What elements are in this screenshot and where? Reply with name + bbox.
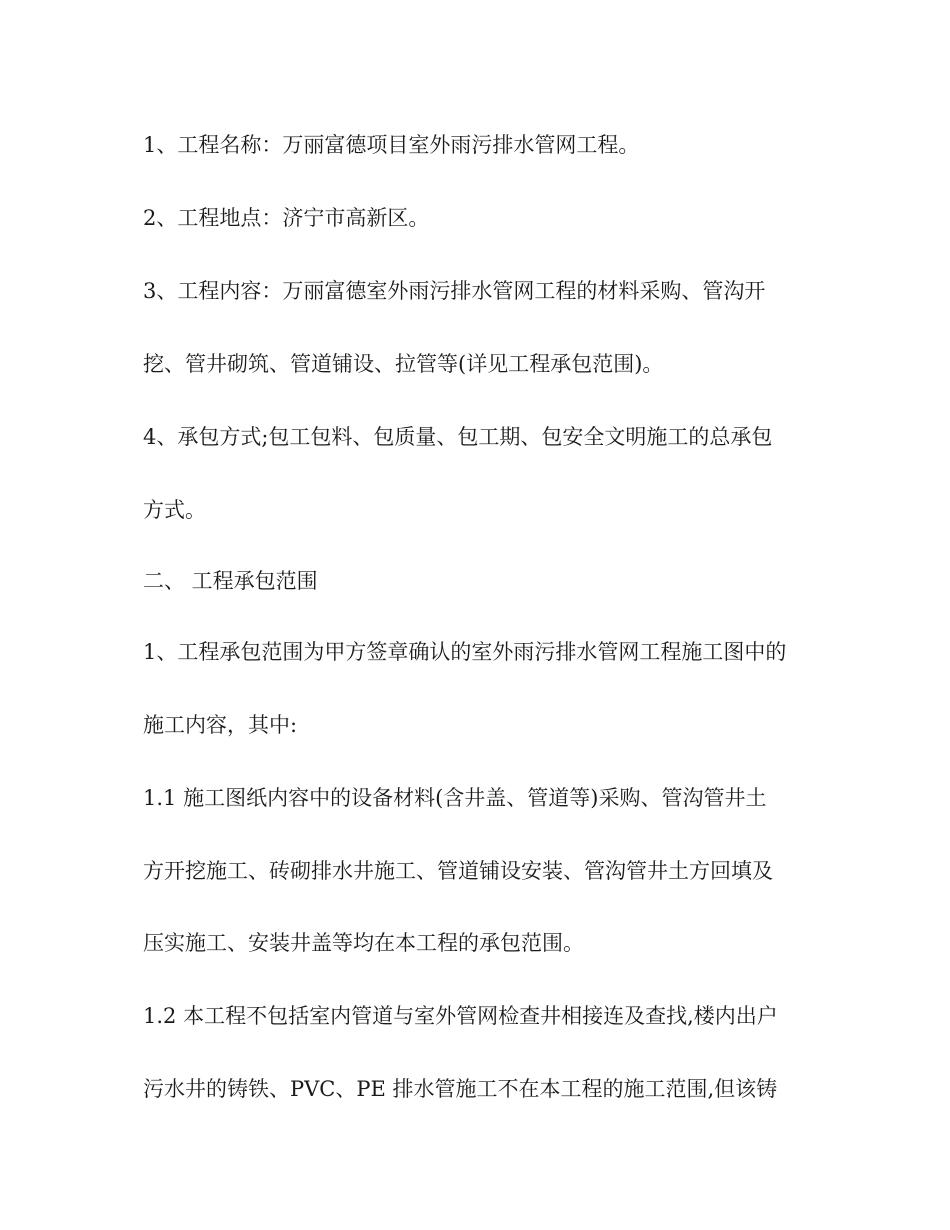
text-line: 方式。	[143, 498, 206, 522]
text-line: 施工内容，其中:	[143, 713, 298, 737]
text-line: 1、工程名称：万丽富德项目室外雨污排水管网工程。	[143, 133, 640, 157]
text-line: 1、工程承包范围为甲方签章确认的室外雨污排水管网工程施工图中的	[143, 640, 787, 664]
text-line: 挖、管井砌筑、管道铺设、拉管等(详见工程承包范围)。	[143, 352, 664, 376]
text-line: 1.2 本工程不包括室内管道与室外管网检查井相接连及查找,楼内出户	[143, 1004, 778, 1028]
text-line: 4、承包方式;包工包料、包质量、包工期、包安全文明施工的总承包	[143, 425, 773, 449]
text-line: 方开挖施工、砖砌排水井施工、管道铺设安装、管沟管井土方回填及	[143, 859, 773, 883]
text-line: 1.1 施工图纸内容中的设备材料(含井盖、管道等)采购、管沟管井土	[143, 786, 767, 810]
text-line: 2、工程地点：济宁市高新区。	[143, 206, 430, 230]
text-line: 3、工程内容：万丽富德室外雨污排水管网工程的材料采购、管沟开	[143, 279, 766, 303]
section-heading: 二、 工程承包范围	[143, 569, 318, 593]
text-line: 压实施工、安装井盖等均在本工程的承包范围。	[143, 931, 584, 955]
text-line: 污水井的铸铁、PVC、PE 排水管施工不在本工程的施工范围,但该铸	[143, 1077, 778, 1101]
